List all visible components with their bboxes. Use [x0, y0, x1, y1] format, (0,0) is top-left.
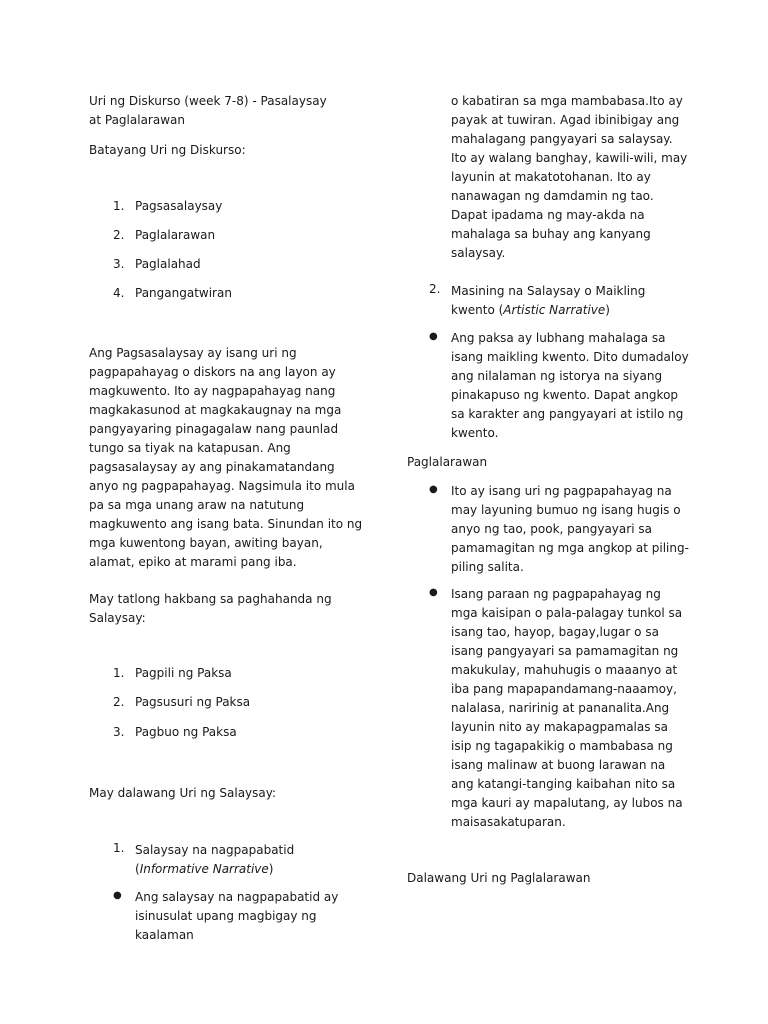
bullet-text: Isang paraan ng pagpapahayag ng mga kaisipan o pala-palagay tunkol sa isang tao, hayop, bagay,lugar o sa isang pangyayari sa pamamagitan ng makukulay, mahuhugis o maaanyo at iba pang mapapandamang-naaamoy, nalalasa, naririnig at pananalita.Ang layunin nito ay makapagpamalas sa isip ng tagapakikig o mambabasa ng isang malinaw at buong larawan na ang katangi-tanging kaibahan nito sa mga kauri ay mapalutang, ay lubos na maisasakatuparan. [451, 587, 683, 829]
pagsasalaysay-paragraph: Ang Pagsasalaysay ay isang uri ng pagpapahayag o diskors na ang layon ay magkuwento. Ito ay nagpapahayag nang magkakasunod at magkakaugnay na mga pangyayaring pinagagalaw nang paunlad tungo sa tiyak na katapusan. Ang pagsasalaysay ay ang pinakamatandang anyo ng pagpapahayag. Nagsimula ito mula pa sa mga unang araw na natutung magkuwento ang isang bata. Sinundan ito ng mga kuwentong bayan, awiting bayan, alamat, epiko at marami pang iba. [89, 346, 363, 569]
list-number: 2. [429, 282, 441, 296]
list-number: 1. [113, 666, 125, 680]
list-number: 2. [113, 228, 125, 242]
list-number: 3. [113, 725, 125, 739]
bullet-icon: ● [429, 484, 438, 495]
list-number: 1. [113, 199, 125, 213]
list-text: Masining na Salaysay o Maikling kwento (Artistic Narrative) [451, 284, 646, 317]
list-number: 3. [113, 257, 125, 271]
list-text: Pangangatwiran [135, 286, 232, 300]
list-text: Pagsusuri ng Paksa [135, 695, 251, 709]
bullet-text: Ito ay isang uri ng pagpapahayag na may layuning bumuo ng isang hugis o anyo ng tao, pook, pangyayari sa pamamagitan ng mga angkop at piling-piling salita. [451, 484, 689, 574]
bullet-item [429, 329, 691, 443]
section-heading: Paglalarawan [407, 455, 488, 469]
kinds-intro: May dalawang Uri ng Salaysay: [89, 786, 277, 800]
kind-item-artistic [429, 282, 691, 320]
list-number: 2. [113, 695, 125, 709]
list-item [113, 695, 251, 709]
section-subtitle: Batayang Uri ng Diskurso: [89, 143, 246, 157]
kind-item-informative [113, 841, 363, 879]
bullet-icon: ● [429, 331, 438, 342]
bullet-text: Ang salaysay na nagpapabatid ay isinusulat upang magbigay ng kaalaman [135, 890, 339, 942]
list-item [113, 286, 232, 300]
bullet-item [429, 482, 691, 577]
document-title: Uri ng Diskurso (week 7-8) - Pasalaysay at Paglalarawan [89, 94, 327, 127]
list-number: 1. [113, 841, 125, 855]
list-text: Pagpili ng Paksa [135, 666, 232, 680]
list-item [113, 725, 237, 739]
list-text: Pagsasalaysay [135, 199, 223, 213]
italic-term: Informative Narrative [139, 862, 269, 876]
list-number: 4. [113, 286, 125, 300]
list-text: Pagbuo ng Paksa [135, 725, 237, 739]
list-item [113, 257, 201, 271]
list-text: Paglalarawan [135, 228, 216, 242]
continued-bullet [451, 92, 691, 263]
bullet-item [429, 585, 691, 832]
bullet-text: o kabatiran sa mga mambabasa.Ito ay payak at tuwiran. Agad ibinibigay ang mahalagang pangyayari sa salaysay. Ito ay walang banghay, kawili-wili, may layunin at makatotohanan. Ito ay nanawagan ng damdamin ng tao. Dapat ipadama ng may-akda na mahalaga sa buhay ang kanyang salaysay. [451, 94, 688, 260]
bullet-icon: ● [429, 587, 438, 598]
list-item [113, 666, 232, 680]
list-item [113, 228, 216, 242]
list-item [113, 199, 223, 213]
list-text: Paglalahad [135, 257, 201, 271]
italic-term: Artistic Narrative [503, 303, 606, 317]
section-heading: Dalawang Uri ng Paglalarawan [407, 871, 591, 885]
bullet-item [113, 888, 368, 945]
steps-intro: May tatlong hakbang sa paghahanda ng Salaysay: [89, 592, 332, 625]
bullet-text: Ang paksa ay lubhang mahalaga sa isang maikling kwento. Dito dumadaloy ang nilalaman ng istorya na siyang pinakapuso ng kwento. Dapat angkop sa karakter ang pangyayari at istilo ng kwento. [451, 331, 689, 440]
list-text: Salaysay na nagpapabatid (Informative Narrative) [135, 843, 295, 876]
bullet-icon: ● [113, 890, 122, 901]
